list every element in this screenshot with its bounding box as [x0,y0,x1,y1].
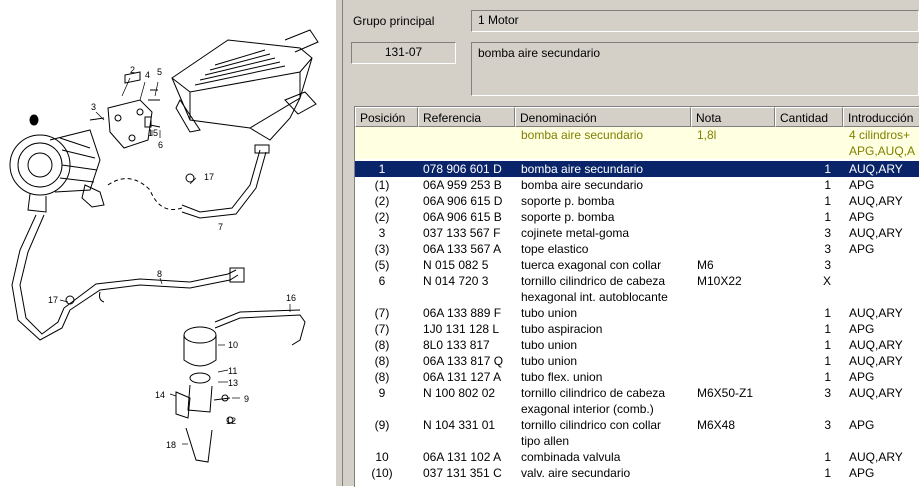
cell-referencia: N 015 082 5 [423,258,489,272]
cell-posicion: (7) [374,306,390,320]
label-7: 7 [218,222,224,232]
label-3: 3 [91,102,97,112]
cell-denominacion: tornillo cilindrico de cabeza [521,386,666,400]
summary-nota: 1,8l [697,128,717,142]
valve-assembly-drawing [176,310,305,462]
table-row[interactable] [355,417,919,449]
cell-posicion: (7) [374,322,390,336]
cell-introduccion: APG [849,242,875,256]
col-introduccion[interactable]: Introducción [843,107,919,127]
table-row[interactable] [355,337,919,353]
cell-referencia: 037 131 351 C [423,466,502,480]
summary-intro-2: APG,AUQ,A [849,144,916,158]
cell-cantidad: 1 [824,194,831,208]
cell-posicion: (9) [374,418,390,432]
cell-referencia: 06A 131 127 A [423,370,502,384]
cell-referencia: N 104 331 01 [423,418,496,432]
cell-cantidad: 1 [824,354,831,368]
label-10: 10 [228,340,239,350]
table-row[interactable] [355,385,919,417]
cell-denominacion: tuerca exagonal con collar [521,258,662,272]
summary-row[interactable] [355,127,919,159]
cell-denominacion: tornillo cilindrico con collar [521,418,662,432]
cell-referencia: N 014 720 3 [423,274,489,288]
cell-posicion: (10) [371,466,393,480]
cell-denominacion: combinada valvula [521,450,621,464]
cell-referencia: 037 133 567 F [423,226,501,240]
cell-denominacion-line2: tipo allen [521,434,570,448]
cell-posicion: (8) [374,370,390,384]
cell-cantidad: X [822,274,831,288]
cell-referencia: 06A 133 817 Q [423,354,504,368]
cell-cantidad: 1 [824,370,831,384]
label-17a: 17 [204,172,215,182]
cell-posicion: 9 [378,386,386,400]
label-14: 14 [155,390,166,400]
cell-denominacion: tubo flex. union [521,370,603,384]
table-row[interactable] [355,241,919,257]
cell-cantidad: 3 [824,258,831,272]
cell-posicion: (2) [374,210,390,224]
cell-introduccion: APG [849,322,875,336]
cell-denominacion: soporte p. bomba [521,194,615,208]
label-17b: 17 [48,295,59,305]
cell-referencia: 078 906 601 D [423,162,502,176]
cell-denominacion: tubo union [521,354,578,368]
cell-referencia: 06A 906 615 D [423,194,503,208]
cell-posicion: 10 [375,450,389,464]
table-row[interactable] [355,161,919,177]
air-pump-drawing [10,130,104,212]
air-box-drawing [172,30,318,140]
cell-referencia: 06A 906 615 B [423,210,502,224]
cell-introduccion: AUQ,ARY [849,194,903,208]
label-4: 4 [145,70,151,80]
cell-nota: M6X50-Z1 [697,386,754,400]
table-row[interactable] [355,353,919,369]
hose-8-drawing [12,215,244,340]
cell-posicion: 3 [378,226,386,240]
cell-denominacion: tope elastico [521,242,589,256]
code-description-field: bomba aire secundario [471,42,919,96]
cell-cantidad: 1 [824,338,831,352]
label-11: 11 [228,366,238,376]
cell-introduccion: AUQ,ARY [849,306,903,320]
col-posicion[interactable]: Posición [355,107,418,127]
cell-denominacion-line2: hexagonal int. autoblocante [521,290,668,304]
cell-denominacion: tornillo cilindrico de cabeza [521,274,666,288]
cell-referencia: 8L0 133 817 [423,338,490,352]
cell-nota: M10X22 [697,274,742,288]
cell-posicion: (8) [374,354,390,368]
cell-denominacion: tubo aspiracion [521,322,603,336]
parts-diagram[interactable] [0,0,335,486]
cell-cantidad: 3 [824,242,831,256]
cell-introduccion: APG [849,370,875,384]
parts-table[interactable] [354,106,919,487]
label-12: 12 [226,416,237,426]
table-row[interactable] [355,177,919,193]
cell-cantidad: 1 [824,450,831,464]
cell-denominacion: cojinete metal-goma [521,226,630,240]
table-row[interactable] [355,257,919,273]
col-cantidad[interactable]: Cantidad [775,107,843,127]
cell-cantidad: 1 [824,322,831,336]
cell-denominacion: tubo union [521,306,578,320]
cell-posicion: (2) [374,194,390,208]
cell-cantidad: 1 [824,210,831,224]
table-row[interactable] [355,449,919,465]
table-row[interactable] [355,209,919,225]
cell-cantidad: 1 [824,162,831,176]
label-8: 8 [157,269,163,279]
cell-nota: M6X48 [697,418,736,432]
table-row[interactable] [355,369,919,385]
label-9: 9 [244,394,250,404]
label-1: 1 [30,116,36,126]
cell-referencia: 06A 133 889 F [423,306,502,320]
label-5: 5 [157,67,163,77]
group-label: Grupo principal [353,14,435,28]
cell-denominacion: soporte p. bomba [521,210,615,224]
cell-referencia: 1J0 131 128 L [423,322,500,336]
table-row[interactable] [355,305,919,321]
table-header [355,107,919,127]
small-fasteners [30,115,233,423]
cell-cantidad: 1 [824,306,831,320]
table-row[interactable] [355,465,919,481]
cell-introduccion: APG [849,178,875,192]
summary-intro-1: 4 cilindros+ [849,128,911,142]
cell-introduccion: APG [849,210,875,224]
cell-referencia: 06A 131 102 A [423,450,502,464]
panel-splitter[interactable] [335,0,343,486]
cell-cantidad: 3 [824,226,831,240]
cell-cantidad: 1 [824,178,831,192]
table-row[interactable] [355,273,919,305]
cell-posicion: (1) [374,178,390,192]
summary-denominacion: bomba aire secundario [521,128,644,142]
cell-denominacion-line2: exagonal interior (comb.) [521,402,654,416]
cell-referencia: 06A 133 567 A [423,242,502,256]
cell-denominacion: bomba aire secundario [521,162,644,176]
label-13: 13 [228,378,239,388]
group-field: 1 Motor [471,10,919,32]
cell-introduccion: AUQ,ARY [849,338,903,352]
label-18: 18 [166,440,177,450]
cell-cantidad: 3 [824,418,831,432]
label-16: 16 [286,293,297,303]
table-row[interactable] [355,225,919,241]
cell-posicion: (5) [374,258,390,272]
label-15: 15 [148,128,159,138]
cell-cantidad: 3 [824,386,831,400]
cell-introduccion: AUQ,ARY [849,162,903,176]
cell-posicion: (3) [374,242,390,256]
cell-introduccion: APG [849,418,875,432]
cell-denominacion: tubo union [521,338,578,352]
cell-nota: M6 [697,258,714,272]
cell-posicion: 1 [378,162,386,176]
cell-referencia: N 100 802 02 [423,386,496,400]
parts-diagram-drawing [0,0,335,486]
table-row[interactable] [355,321,919,337]
cell-posicion: 6 [378,274,386,288]
cell-introduccion: APG [849,466,875,480]
cell-cantidad: 1 [824,466,831,480]
col-denominacion[interactable]: Denominación [515,107,691,127]
code-field: 131-07 [351,42,456,64]
cell-posicion: (8) [374,338,390,352]
cell-introduccion: AUQ,ARY [849,226,903,240]
callout-lines [60,78,290,444]
cell-introduccion: AUQ,ARY [849,450,903,464]
col-nota[interactable]: Nota [691,107,775,127]
cell-denominacion: valv. aire secundario [521,466,631,480]
diagram-labels [30,65,296,450]
cell-introduccion: AUQ,ARY [849,386,903,400]
cell-introduccion: AUQ,ARY [849,354,903,368]
label-6: 6 [158,140,164,150]
col-referencia[interactable]: Referencia [418,107,515,127]
label-2: 2 [130,65,136,75]
cell-referencia: 06A 959 253 B [423,178,502,192]
table-row[interactable] [355,193,919,209]
cell-denominacion: bomba aire secundario [521,178,644,192]
parts-panel [343,0,919,486]
